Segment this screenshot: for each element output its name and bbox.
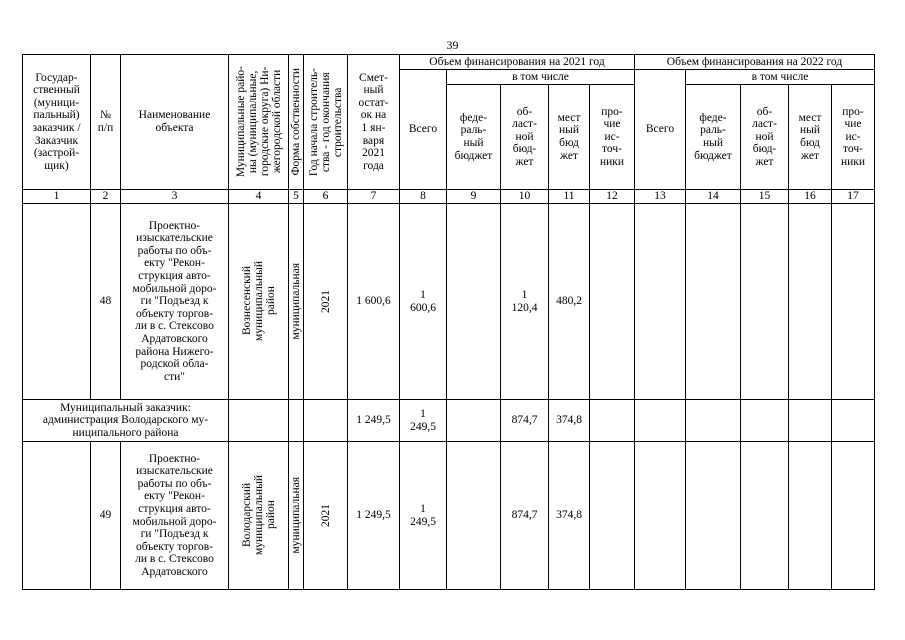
- header-years: Год начала строитель- ства - год окончания строительства: [304, 55, 348, 190]
- other-2021: [590, 442, 635, 590]
- years: 2021: [304, 442, 348, 590]
- col-number: 4: [229, 190, 289, 204]
- local-2022: [789, 400, 832, 442]
- col-number: 1: [23, 190, 91, 204]
- header-customer: Государ- ственный (муници- пальный) заказчик / Заказчик (застрой- щик): [23, 55, 91, 190]
- col-number: 11: [549, 190, 590, 204]
- ownership: муниципальная: [289, 204, 304, 400]
- header-ownership: Форма собственности: [289, 55, 304, 190]
- total-2021: 1 249,5: [400, 442, 447, 590]
- district: Володарский муниципальный район: [229, 442, 289, 590]
- other-2021: [590, 400, 635, 442]
- object-name: Проектно- изыскательские работы по объ- екту "Рекон- струкция авто- мобильной доро- ги "Подъезд к объекту торгов- ли в с. Стексово Ардатовского: [121, 442, 229, 590]
- header-districts: Муниципальные райо- ны (муниципальные, городские округа) Ни- жегородской области: [229, 55, 289, 190]
- header-regional-2022: об- ласт- ной бюд- жет: [741, 85, 789, 190]
- federal-2021: [447, 204, 501, 400]
- cell-customer: [23, 442, 91, 590]
- total-2021: 1 249,5: [400, 400, 447, 442]
- total-2022: [635, 400, 686, 442]
- header-federal-2021: феде- раль- ный бюджет: [447, 85, 501, 190]
- table-row: [23, 204, 875, 400]
- local-2022: [789, 204, 832, 400]
- col-number: 5: [289, 190, 304, 204]
- cell-customer: [23, 204, 91, 400]
- col-number: 16: [789, 190, 832, 204]
- local-2021: 480,2: [549, 204, 590, 400]
- header-object-name: Наименование объекта: [121, 55, 229, 190]
- federal-2022: [686, 400, 741, 442]
- federal-2022: [686, 204, 741, 400]
- regional-2022: [741, 442, 789, 590]
- district: [229, 400, 289, 442]
- header-local-2022: мест ный бюд жет: [789, 85, 832, 190]
- col-number: 14: [686, 190, 741, 204]
- header-federal-2022: феде- раль- ный бюджет: [686, 85, 741, 190]
- other-2021: [590, 204, 635, 400]
- col-number: 9: [447, 190, 501, 204]
- col-number: 2: [91, 190, 121, 204]
- estimate: 1 600,6: [348, 204, 400, 400]
- years: 2021: [304, 204, 348, 400]
- page-number: 39: [446, 38, 459, 52]
- local-2022: [789, 442, 832, 590]
- federal-2022: [686, 442, 741, 590]
- table-row: [23, 442, 875, 590]
- total-2022: [635, 204, 686, 400]
- other-2022: [832, 204, 875, 400]
- header-other-2022: про- чие ис- точ- ники: [832, 85, 875, 190]
- subtotal-row: [23, 400, 875, 442]
- header-other-2021: про- чие ис- точ- ники: [590, 85, 635, 190]
- row-number: 48: [91, 204, 121, 400]
- header-estimate: Смет- ный остат- ок на 1 ян- варя 2021 года: [348, 55, 400, 190]
- subtotal-label: Муниципальный заказчик: администрация Володарского му- ниципального района: [23, 400, 229, 442]
- col-number: 12: [590, 190, 635, 204]
- col-number: 3: [121, 190, 229, 204]
- header-fin-2021: Объем финансирования на 2021 год: [400, 55, 635, 70]
- other-2022: [832, 442, 875, 590]
- regional-2021: 874,7: [501, 400, 549, 442]
- regional-2022: [741, 400, 789, 442]
- col-number: 10: [501, 190, 549, 204]
- col-number: 7: [348, 190, 400, 204]
- local-2021: 374,8: [549, 442, 590, 590]
- district: Вознесенский муниципальный район: [229, 204, 289, 400]
- header-total-2022: Всего: [635, 70, 686, 190]
- col-number: 17: [832, 190, 875, 204]
- header-num: № п/п: [91, 55, 121, 190]
- financing-table: [22, 54, 875, 590]
- estimate: 1 249,5: [348, 400, 400, 442]
- federal-2021: [447, 442, 501, 590]
- object-name: Проектно- изыскательские работы по объ- екту "Рекон- струкция авто- мобильной доро- ги "Подъезд к объекту торгов- ли в с. Стексово Ардатовского района Нижего- родской обла- сти": [121, 204, 229, 400]
- years: [304, 400, 348, 442]
- col-number: 13: [635, 190, 686, 204]
- column-number-row: [23, 190, 875, 204]
- ownership: муниципальная: [289, 442, 304, 590]
- header-total-2021: Всего: [400, 70, 447, 190]
- row-number: 49: [91, 442, 121, 590]
- other-2022: [832, 400, 875, 442]
- header-including-2022: в том числе: [686, 70, 875, 85]
- local-2021: 374,8: [549, 400, 590, 442]
- header-fin-2022: Объем финансирования на 2022 год: [635, 55, 875, 70]
- col-number: 8: [400, 190, 447, 204]
- regional-2021: 1 120,4: [501, 204, 549, 400]
- total-2021: 1 600,6: [400, 204, 447, 400]
- estimate: 1 249,5: [348, 442, 400, 590]
- regional-2022: [741, 204, 789, 400]
- col-number: 15: [741, 190, 789, 204]
- header-regional-2021: об- ласт- ной бюд- жет: [501, 85, 549, 190]
- regional-2021: 874,7: [501, 442, 549, 590]
- ownership: [289, 400, 304, 442]
- header-including-2021: в том числе: [447, 70, 635, 85]
- col-number: 6: [304, 190, 348, 204]
- header-local-2021: мест ный бюд жет: [549, 85, 590, 190]
- federal-2021: [447, 400, 501, 442]
- total-2022: [635, 442, 686, 590]
